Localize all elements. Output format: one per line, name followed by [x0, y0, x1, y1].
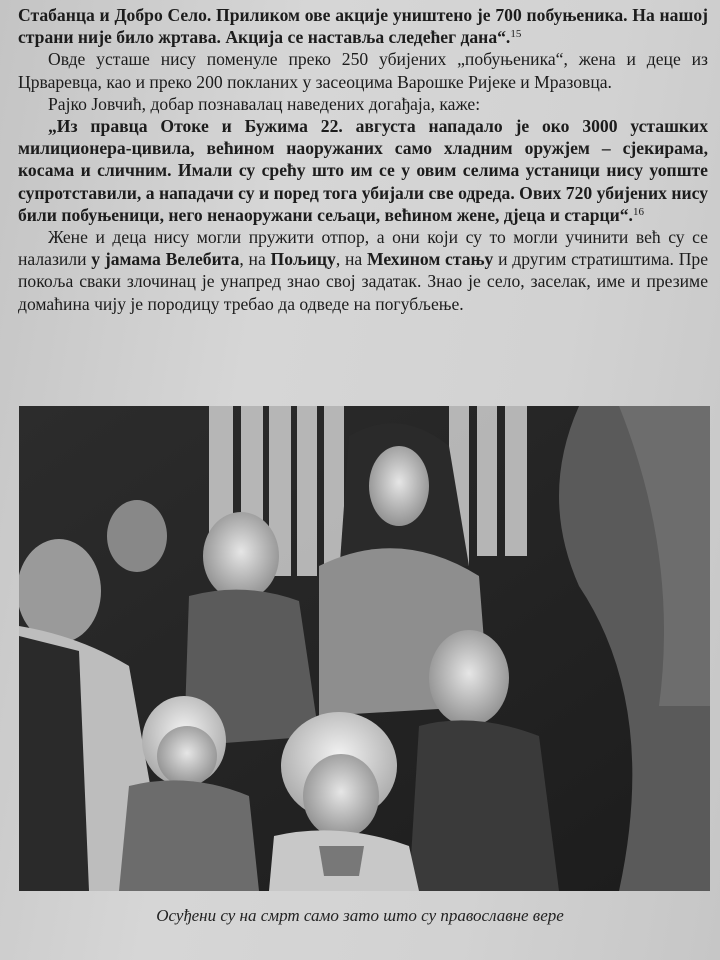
footnote-ref-16: 16 — [632, 205, 644, 218]
paragraph-2: Овде усташе нису поменуле преко 250 убијених „побуњеника“, жена и деце из Црваревца, као и преко 200 покланих у засеоцима Варошке Ријеке и Мразовца. — [18, 49, 708, 92]
p5-bold-poljice: Пољицу — [270, 249, 336, 270]
p5-text-g: и другим стратиштима. Пре покоља сваки злочинац је унапред знао свој задатак. Знао је село, заселак, име и презиме домаћина чију је породицу требао да одведе на погубљење. — [18, 249, 709, 314]
historical-photo — [19, 406, 710, 891]
paragraph-5 — [18, 226, 708, 315]
p5-text-a: Жене и деца нису могли пружити отпор, а они који су то могли учинити већ су се налазили — [18, 227, 708, 270]
p5-text-e: , на — [335, 249, 367, 270]
quote-text: „Из правца Отоке и Бужима 22. августа нападало је око 3000 усташких милиционера-цивила, већином наоружаних само хладним оружјем – сјекирама, косама и сличним. Имали су срећу што им се у овим селима устаници нису уопште супротставили, а нападачи су и поред тога убијали све одреда. Ових 720 убијених нису били побуњеници, него ненаоружани сељаци, већином жене, дјеца и старци“. — [18, 116, 708, 225]
quote-paragraph — [18, 115, 708, 226]
photo-illustration — [19, 406, 710, 891]
p5-text-c: , на — [239, 249, 271, 270]
footnote-ref-15: 15 — [510, 28, 522, 41]
photo-caption: Осуђени су на смрт само зато што су православне вере — [156, 906, 564, 925]
body-text — [18, 4, 708, 315]
p5-bold-mehino: Мехином стању — [366, 249, 494, 270]
paragraph-1 — [18, 4, 708, 48]
paragraph-1-text: Стабанца и Добро Село. Приликом ове акције уништено је 700 побуњеника. На нашој страни није било жртава. Акција се наставља следећег дана“. — [18, 5, 708, 48]
paragraph-3: Рајко Јовчић, добар познавалац наведених догађаја, каже: — [48, 93, 481, 114]
p5-bold-velebit: у јамама Велебита — [91, 249, 240, 270]
